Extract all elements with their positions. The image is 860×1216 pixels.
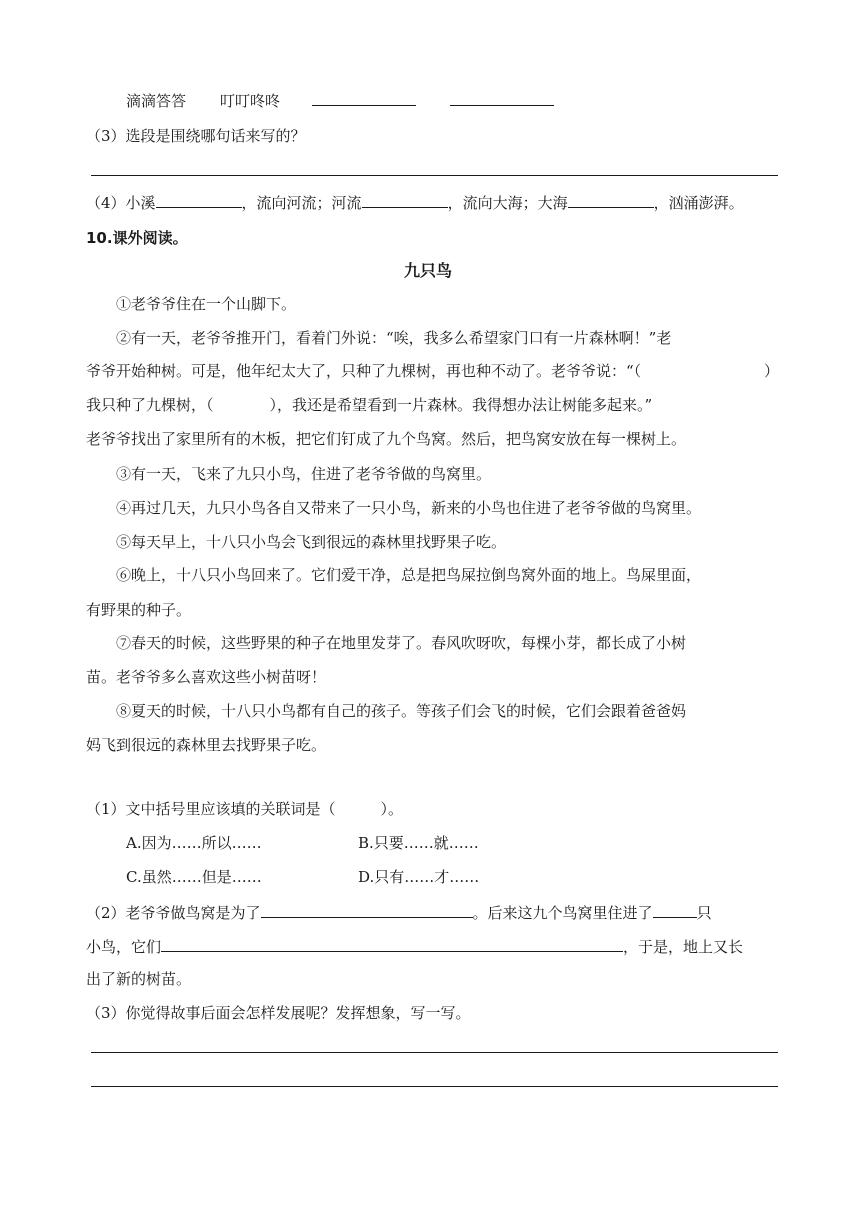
q10-sub2-text: 。后来这九个鸟窝里住进了 — [472, 904, 653, 922]
answer-line[interactable] — [91, 175, 778, 176]
passage-title: 九只鸟 — [404, 261, 453, 280]
question-10-heading: 10.课外阅读。 — [86, 229, 188, 247]
q9-sub4-text: ，流向大海；大海 — [447, 194, 568, 212]
option-b[interactable]: B.只要……就…… — [358, 834, 479, 852]
q10-sub2-question-cont — [86, 935, 743, 957]
q9-sub4-question — [86, 191, 744, 213]
answer-blank[interactable] — [312, 89, 416, 106]
word-example-2: 叮叮咚咚 — [220, 92, 281, 110]
passage-paragraph: ⑤每天早上，十八只小鸟会飞到很远的森林里找野果子吃。 — [116, 533, 507, 551]
option-d[interactable]: D.只有……才…… — [358, 868, 480, 886]
answer-line[interactable] — [91, 1052, 778, 1053]
option-c[interactable]: C.虽然……但是…… — [126, 868, 262, 886]
passage-paragraph: ⑦春天的时候，这些野果的种子在地里发芽了。春风吹呀吹，每棵小芽，都长成了小树 — [116, 634, 687, 652]
passage-paragraph: 老爷爷找出了家里所有的木板，把它们钉成了九个鸟窝。然后，把鸟窝安放在每一棵树上。 — [86, 430, 687, 448]
q10-sub1-question: （1）文中括号里应该填的关联词是（ ）。 — [86, 800, 404, 818]
passage-paragraph: ⑧夏天的时候，十八只小鸟都有自己的孩子。等孩子们会飞的时候，它们会跟着爸爸妈 — [116, 702, 687, 720]
passage-text: ），我还是希望看到一片森林。我得想办法让树能多起来。” — [269, 396, 653, 414]
answer-blank[interactable] — [653, 901, 697, 918]
passage-paragraph: ） — [764, 362, 780, 380]
q9-sub4-text: （4）小溪 — [86, 194, 156, 212]
passage-paragraph: ⑥晚上，十八只小鸟回来了。它们爱干净，总是把鸟屎拉倒鸟窝外面的地上。鸟屎里面， — [116, 566, 702, 584]
answer-blank[interactable] — [568, 191, 654, 208]
q9-sub4-text: ，汹涌澎湃。 — [653, 194, 744, 212]
answer-blank[interactable] — [450, 89, 554, 106]
q9-sub3-question: （3）选段是围绕哪句话来写的？ — [86, 127, 306, 145]
passage-text: 我只种了九棵树，（ — [86, 396, 214, 414]
word-pattern-line — [126, 89, 554, 111]
q10-sub3-question: （3）你觉得故事后面会怎样发展呢？发挥想象，写一写。 — [86, 1004, 471, 1022]
option-a[interactable]: A.因为……所以…… — [126, 834, 262, 852]
answer-blank[interactable] — [362, 191, 448, 208]
passage-paragraph — [86, 395, 652, 415]
word-example-1: 滴滴答答 — [126, 92, 187, 110]
passage-paragraph: ①老爷爷住在一个山脚下。 — [116, 295, 297, 313]
q10-sub2-question — [86, 901, 712, 923]
q10-sub2-text: 只 — [696, 904, 712, 922]
passage-paragraph: ②有一天，老爷爷推开门，看着门外说：“唉，我多么希望家门口有一片森林啊！”老 — [116, 329, 672, 347]
q9-sub4-text: ，流向河流；河流 — [241, 194, 362, 212]
passage-paragraph: 爷爷开始种树。可是，他年纪太大了，只种了九棵树，再也种不动了。老爷爷说：“（ — [86, 362, 642, 380]
q10-sub2-text: 小鸟，它们 — [86, 938, 162, 956]
answer-blank[interactable] — [161, 935, 623, 952]
answer-blank[interactable] — [261, 901, 473, 918]
q10-sub2-text: （2）老爷爷做鸟窝是为了 — [86, 904, 261, 922]
q10-sub2-question-end: 出了新的树苗。 — [86, 970, 192, 988]
passage-paragraph: 苗。老爷爷多么喜欢这些小树苗呀！ — [86, 668, 327, 686]
passage-paragraph: 有野果的种子。 — [86, 601, 192, 619]
answer-line[interactable] — [91, 1086, 778, 1087]
answer-blank[interactable] — [156, 191, 242, 208]
passage-paragraph: 妈飞到很远的森林里去找野果子吃。 — [86, 736, 327, 754]
q10-sub2-text: ，于是，地上又长 — [623, 938, 744, 956]
passage-paragraph: ③有一天，飞来了九只小鸟，住进了老爷爷做的鸟窝里。 — [116, 465, 492, 483]
passage-paragraph: ④再过几天，九只小鸟各自又带来了一只小鸟，新来的小鸟也住进了老爷爷做的鸟窝里。 — [116, 499, 702, 517]
